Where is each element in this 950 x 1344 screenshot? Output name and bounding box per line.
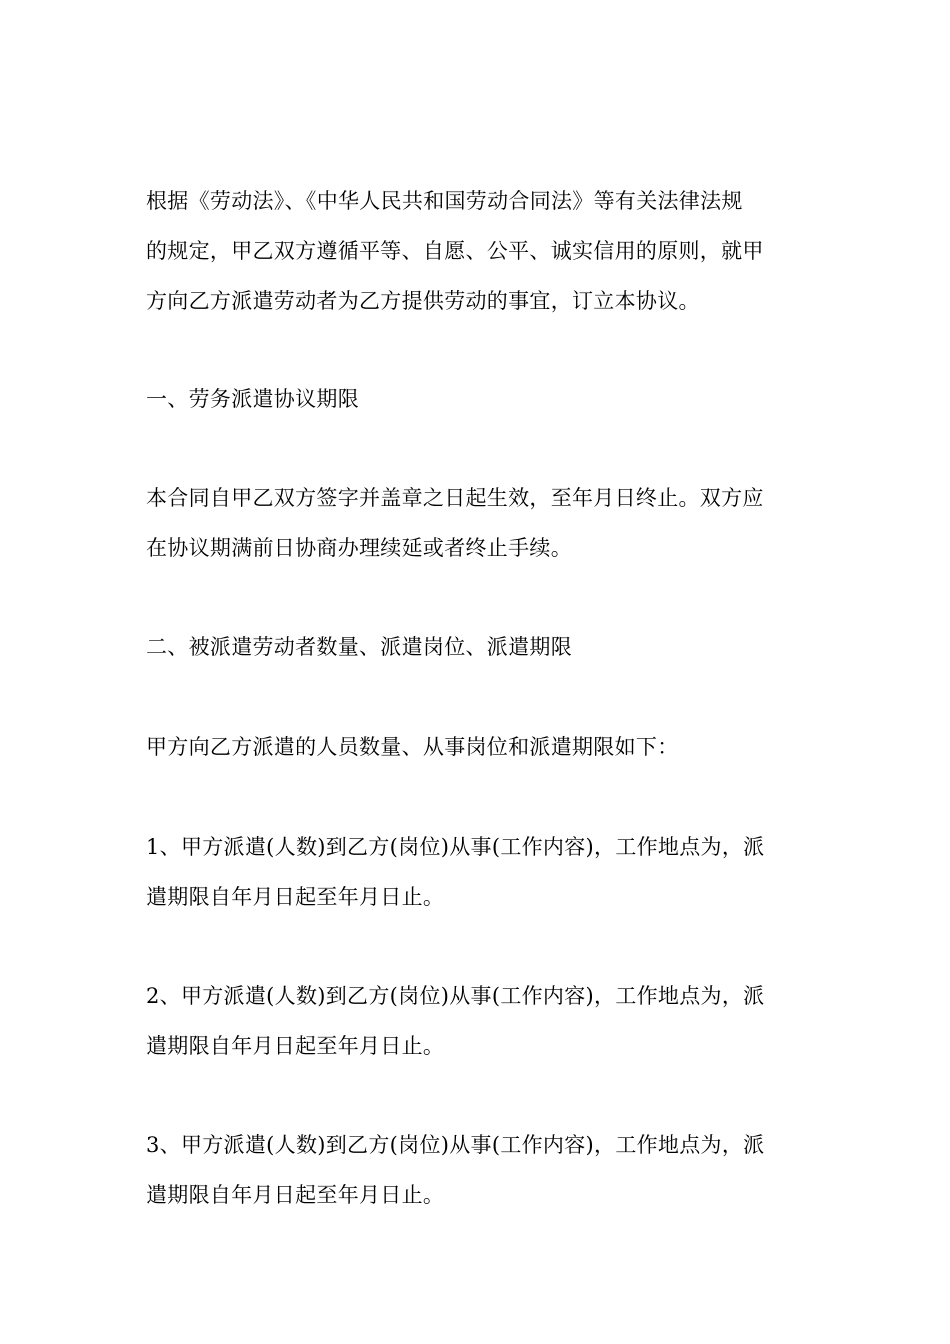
heading-text: 二、被派遣劳动者数量、派遣岗位、派遣期限 xyxy=(146,635,572,659)
text-line: 遣期限自年月日起至年月日止。 xyxy=(146,1034,445,1058)
text-line: 3、甲方派遣(人数)到乙方(岗位)从事(工作内容)，工作地点为，派 xyxy=(146,1133,765,1157)
text-line: 在协议期满前日协商办理续延或者终止手续。 xyxy=(146,536,572,560)
text-line: 根据《劳动法》、《中华人民共和国劳动合同法》等有关法律法规 xyxy=(146,189,743,213)
text-line: 甲方向乙方派遣的人员数量、从事岗位和派遣期限如下： xyxy=(146,735,679,759)
text-line: 遣期限自年月日起至年月日止。 xyxy=(146,885,445,909)
list-item-1 xyxy=(146,822,808,922)
text-line: 遣期限自年月日起至年月日止。 xyxy=(146,1183,445,1207)
section-heading-1 xyxy=(146,374,808,424)
text-line: 1、甲方派遣(人数)到乙方(岗位)从事(工作内容)，工作地点为，派 xyxy=(146,835,765,859)
heading-text: 一、劳务派遣协议期限 xyxy=(146,387,359,411)
intro-paragraph xyxy=(146,176,808,326)
list-item-3 xyxy=(146,1120,808,1220)
list-item-2 xyxy=(146,971,808,1071)
section-heading-2 xyxy=(146,622,808,672)
term-paragraph xyxy=(146,473,808,573)
text-line: 本合同自甲乙双方签字并盖章之日起生效，至年月日终止。双方应 xyxy=(146,486,764,510)
text-line: 方向乙方派遣劳动者为乙方提供劳动的事宜，订立本协议。 xyxy=(146,289,700,313)
text-line: 2、甲方派遣(人数)到乙方(岗位)从事(工作内容)，工作地点为，派 xyxy=(146,984,765,1008)
text-line: 的规定，甲乙双方遵循平等、自愿、公平、诚实信用的原则，就甲 xyxy=(146,239,764,263)
dispatch-intro-paragraph xyxy=(146,722,808,772)
